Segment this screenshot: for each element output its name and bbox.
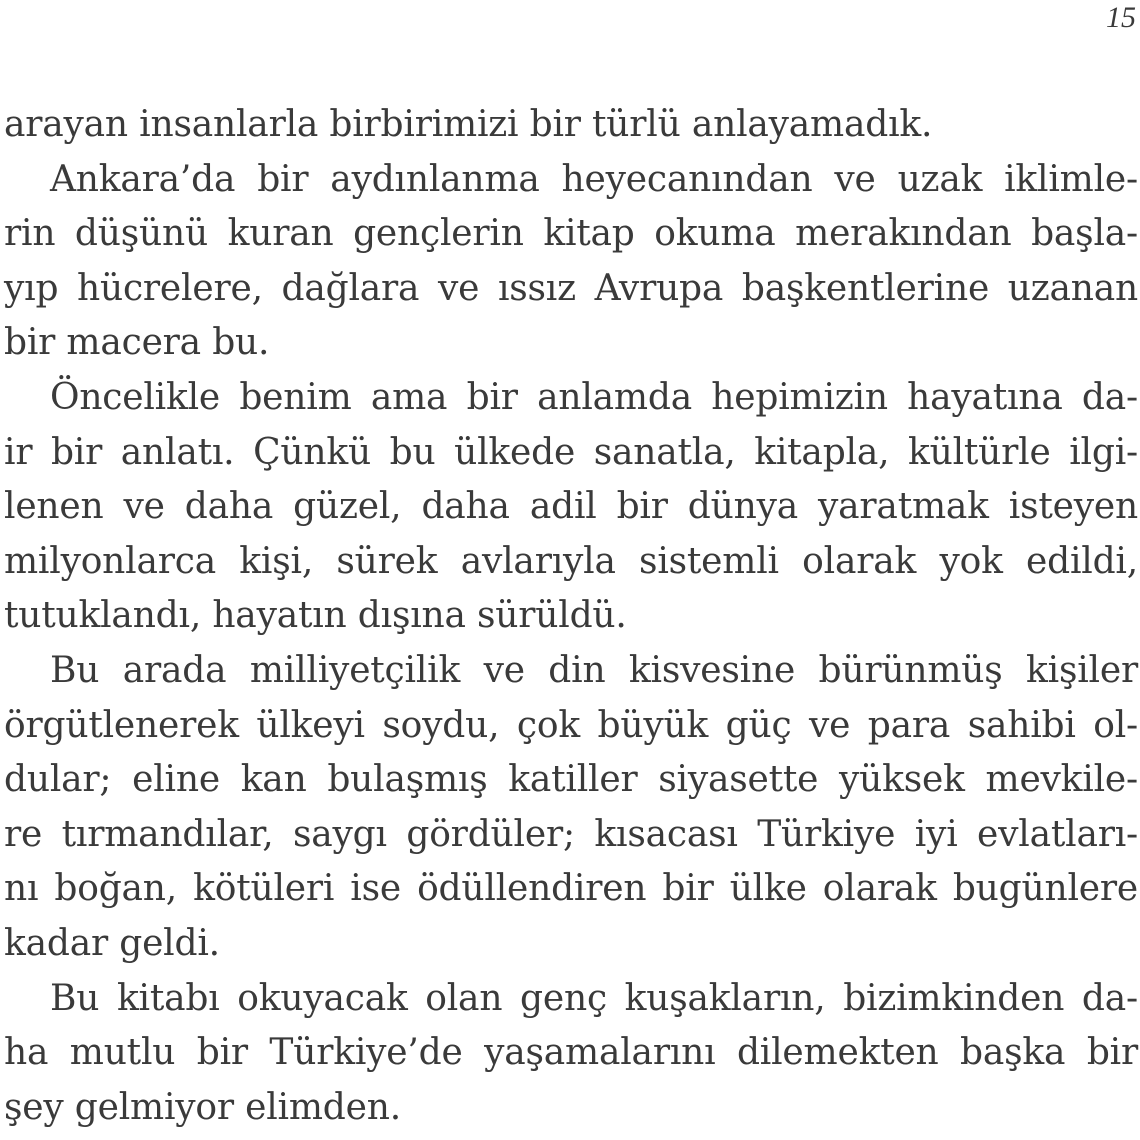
text-line: şey gelmiyor elimden.: [4, 1086, 401, 1128]
text-line: Bu arada milliyetçilik ve din kisvesine bürünmüş kişiler: [50, 649, 1138, 691]
body-text: [4, 98, 1138, 1135]
page-number: 15: [1106, 1, 1136, 34]
text-line: re tırmandılar, saygı gördüler; kısacası Türkiye iyi evlatları-: [4, 813, 1138, 855]
text-line: Öncelikle benim ama bir anlamda hepimizin hayatına da-: [50, 376, 1138, 418]
text-line: yıp hücrelere, dağlara ve ıssız Avrupa başkentlerine uzanan: [4, 267, 1138, 309]
text-line: dular; eline kan bulaşmış katiller siyasette yüksek mevkile-: [4, 759, 1138, 801]
text-line: örgütlenerek ülkeyi soydu, çok büyük güç ve para sahibi ol-: [4, 704, 1138, 746]
text-line: Ankara’da bir aydınlanma heyecanından ve uzak iklimle-: [50, 158, 1138, 200]
text-line: arayan insanlarla birbirimizi bir türlü anlayamadık.: [4, 104, 933, 145]
text-line: tutuklandı, hayatın dışına sürüldü.: [4, 595, 627, 637]
text-line: ir bir anlatı. Çünkü bu ülkede sanatla, kitapla, kültürle ilgi-: [4, 431, 1138, 473]
text-line: lenen ve daha güzel, daha adil bir dünya yaratmak isteyen: [4, 486, 1138, 528]
text-line: rin düşünü kuran gençlerin kitap okuma merakından başla-: [4, 213, 1138, 255]
text-line: ha mutlu bir Türkiye’de yaşamalarını dilemekten başka bir: [4, 1032, 1138, 1074]
text-line: kadar geldi.: [4, 922, 220, 964]
text-line: bir macera bu.: [4, 322, 270, 364]
text-line: nı boğan, kötüleri ise ödüllendiren bir ülke olarak bugünlere: [4, 868, 1138, 910]
text-line: Bu kitabı okuyacak olan genç kuşakların, bizimkinden da-: [50, 977, 1138, 1019]
text-line: milyonlarca kişi, sürek avlarıyla sistemli olarak yok edildi,: [4, 540, 1138, 582]
